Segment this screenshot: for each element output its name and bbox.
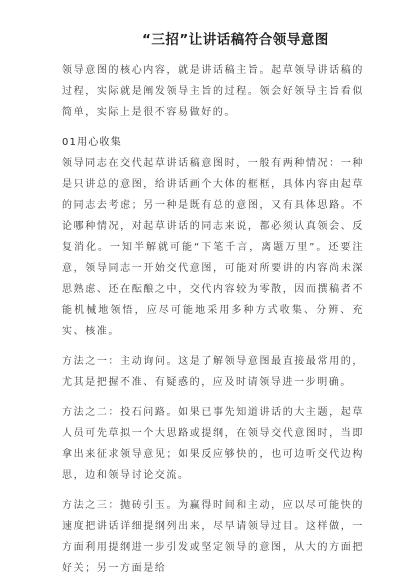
method-three-paragraph: 方法之三：抛砖引玉。为赢得时间和主动，应以尽可能快的速度把讲话详细提纲列出来，尽早请领导过目。这样做，一方面利用提纲进一步引发或坚定领导的意图，从大的方面把好关；另一方面是给: [62, 500, 364, 574]
document-title: “三招”让讲话稿符合领导意图: [142, 32, 329, 48]
section-body-paragraph: 领导同志在交代起草讲话稿意图时，一般有两种情况：一种是只讲总的意图，给讲话画个大体的框框，具体内容由起草的同志去考虑；另一种是既有总的意图，又有具体思路。不论哪种情况，对起草讲话的同志来说，都必须认真领会、反复消化。一知半解就可能“下笔千言，离题万里”。还要注意，领导同志一开始交代意图，可能对所要讲的内容尚未深思熟虑、还在酝酿之中，交代内容较为零散，因而撰稿者不能机械地领悟，应尽可能地采用多种方式收集、分辨、充实、核准。: [62, 158, 364, 337]
intro-paragraph: 领导意图的核心内容，就是讲话稿主旨。起草领导讲话稿的过程，实际就是阐发领导主旨的过程。领会好领导主旨看似简单，实际上是很不容易做好的。: [62, 65, 364, 118]
method-one-paragraph: 方法之一：主动询问。这是了解领导意图最直接最常用的，尤其是把握不准、有疑惑的，应及时请领导进一步明确。: [62, 356, 364, 388]
section-heading: 01用心收集: [62, 137, 122, 148]
method-two-paragraph: 方法之二：投石问路。如果已事先知道讲话的大主题，起草人员可先草拟一个大思路或提纲，在领导交代意图时，当即拿出来征求领导意见；如果反应够快的，也可边听交代边构思，边和领导讨论交流。: [62, 407, 364, 481]
